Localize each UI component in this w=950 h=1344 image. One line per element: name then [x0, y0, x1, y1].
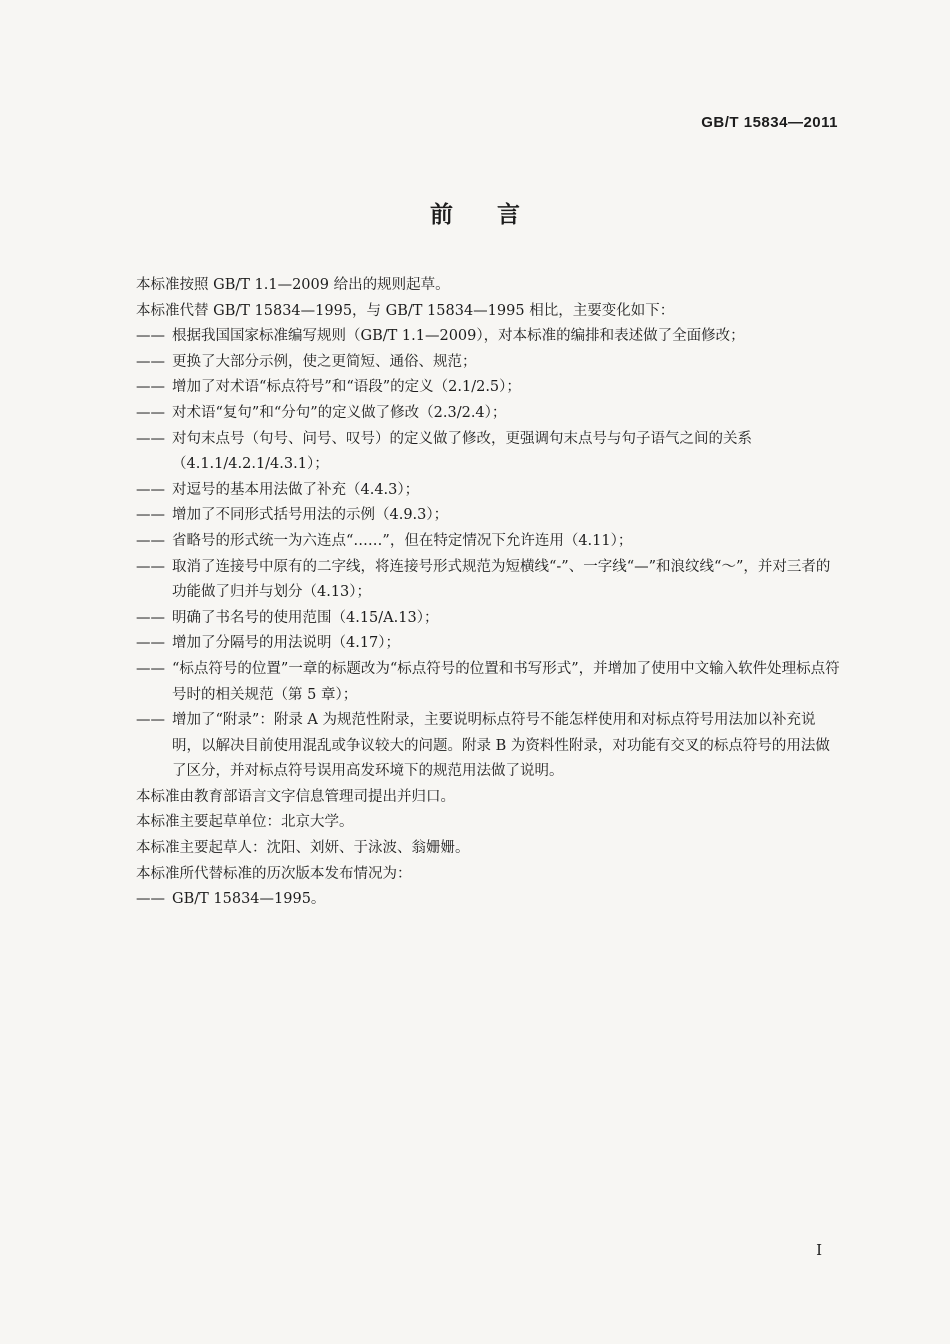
- change-item: —— 对句末点号（句号、问号、叹号）的定义做了修改，更强调句末点号与句子语气之间的关系（4.1.1/4.2.1/4.3.1）；: [136, 430, 752, 473]
- standard-number: GB/T 15834—2011: [701, 114, 838, 131]
- paragraph: 本标准代替 GB/T 15834—1995，与 GB/T 15834—1995 相比，主要变化如下：: [136, 302, 675, 319]
- paragraph: 本标准所代替标准的历次版本发布情况为：: [136, 865, 412, 882]
- change-item: —— 增加了对术语“标点符号”和“语段”的定义（2.1/2.5）；: [136, 379, 521, 396]
- change-item: —— 更换了大部分示例，使之更简短、通俗、规范；: [136, 353, 477, 370]
- change-item: —— 增加了分隔号的用法说明（4.17）；: [136, 635, 401, 652]
- change-item: —— 省略号的形式统一为六连点“……”，但在特定情况下允许连用（4.11）；: [136, 532, 633, 549]
- paragraph: 本标准按照 GB/T 1.1—2009 给出的规则起草。: [136, 277, 450, 293]
- change-item: —— 根据我国国家标准编写规则（GB/T 1.1—2009），对本标准的编排和表述做了全面修改；: [136, 328, 745, 345]
- change-item: —— 明确了书名号的使用范围（4.15/A.13）；: [136, 609, 439, 626]
- change-item: —— 对逗号的基本用法做了补充（4.4.3）；: [136, 481, 420, 498]
- change-item: —— 取消了连接号中原有的二字线，将连接号形式规范为短横线“-”、一字线“—”和浪纹线“～”，并对三者的功能做了归并与划分（4.13）；: [136, 558, 831, 601]
- change-item: —— 增加了“附录”：附录 A 为规范性附录，主要说明标点符号不能怎样使用和对标点符号用法加以补充说明，以解决目前使用混乱或争议较大的问题。附录 B 为资料性附录，对功能有交叉的标点符号的用法做了区分，并对标点符号误用高发环境下的规范用法做了说明。: [136, 712, 830, 780]
- change-item: —— “标点符号的位置”一章的标题改为“标点符号的位置和书写形式”，并增加了使用中文输入软件处理标点符号时的相关规范（第 5 章）；: [136, 660, 840, 703]
- paragraph: 本标准由教育部语言文字信息管理司提出并归口。: [136, 788, 455, 805]
- paragraph: 本标准主要起草单位：北京大学。: [136, 814, 354, 831]
- paragraph: 本标准主要起草人：沈阳、刘妍、于泳波、翁姗姗。: [136, 840, 470, 857]
- change-item: —— 增加了不同形式括号用法的示例（4.9.3）；: [136, 507, 449, 524]
- document-body: [136, 273, 842, 913]
- title-char-2: 言: [497, 202, 520, 228]
- page-number: I: [816, 1241, 822, 1259]
- history-item: —— GB/T 15834—1995。: [136, 891, 326, 908]
- page-title: [0, 196, 950, 229]
- title-char-1: 前: [430, 202, 453, 228]
- change-item: —— 对术语“复句”和“分句”的定义做了修改（2.3/2.4）；: [136, 404, 507, 421]
